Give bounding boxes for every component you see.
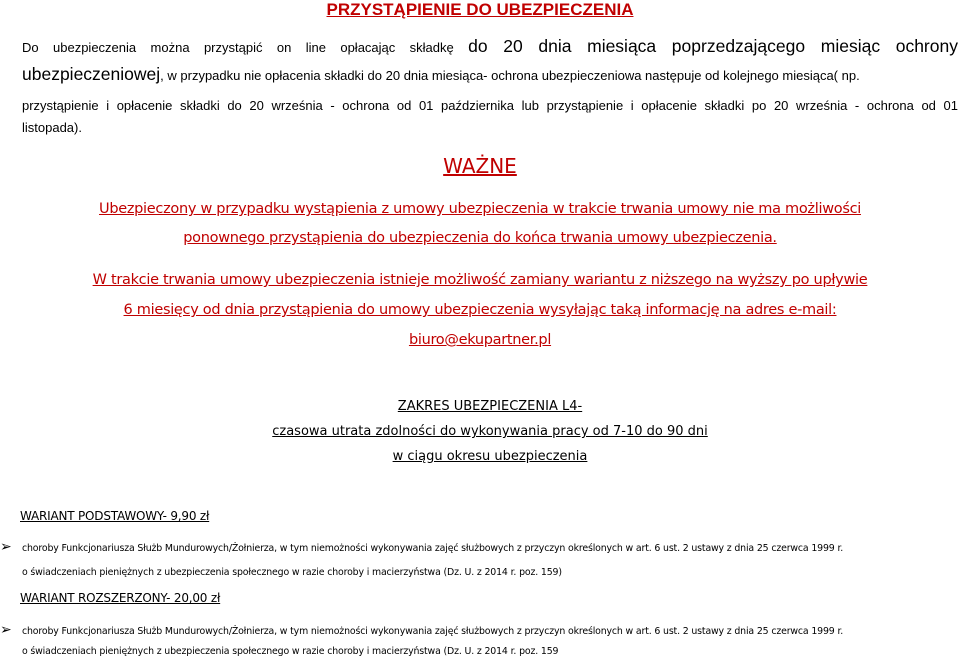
- important-p2-line1: W trakcie trwania umowy ubezpieczenia istnieje możliwość zamiany wariantu z niższego na wyższy po upływie: [92, 272, 868, 288]
- email-link[interactable]: biuro@ekupartner.pl: [408, 332, 552, 348]
- intro-line-1: [22, 34, 958, 60]
- variant-extended-desc-line1: choroby Funkcjonariusza Służb Mundurowych/Żołnierza, w tym niemożności wykonywania zajęć służbowych z przyczyn określonych w art. 6 ust. 2 ustawy z dnia 25 czerwca 1999 r.: [22, 626, 844, 637]
- intro-text: Do ubezpieczenia można przystąpić on line opłacając składkę: [22, 40, 454, 55]
- page-title: PRZYSTĄPIENIE DO UBEZPIECZENIA: [326, 0, 634, 19]
- important-p2-line2: 6 miesięcy od dnia przystąpienia do umowy ubezpieczenia wysyłając taką informację na adres e-mail:: [123, 302, 837, 318]
- variant-basic-desc-line1: choroby Funkcjonariusza Służb Mundurowych/Żołnierza, w tym niemożności wykonywania zajęć służbowych z przyczyn określonych w art. 6 ust. 2 ustawy z dnia 25 czerwca 1999 r.: [22, 543, 844, 554]
- intro-deadline-cont: ubezpieczeniowej: [22, 64, 161, 84]
- intro-text-2: , w przypadku nie opłacenia składki do 20 dnia miesiąca- ochrona ubezpieczeniowa następuje od kolejnego miesiąca( np.: [160, 68, 860, 83]
- important-p1-line2: ponownego przystąpienia do ubezpieczenia do końca trwania umowy ubezpieczenia.: [183, 230, 777, 246]
- variant-extended-desc-line2: o świadczeniach pieniężnych z ubezpieczenia społecznego w razie choroby i macierzyństwa (Dz. U. z 2014 r. poz. 159: [22, 646, 559, 657]
- intro-line-4: listopada).: [22, 120, 82, 135]
- intro-line-2: [22, 62, 958, 88]
- variant-extended-label: WARIANT ROZSZERZONY- 20,00 zł: [20, 591, 221, 605]
- scope-line1: ZAKRES UBEZPIECZENIA L4-: [397, 399, 583, 414]
- intro-deadline: do 20 dnia miesiąca poprzedzającego miesiąc ochrony: [468, 36, 958, 56]
- variant-basic-desc: [22, 537, 960, 585]
- scope-line2: czasowa utrata zdolności do wykonywania pracy od 7-10 do 90 dni: [272, 424, 708, 439]
- important-p1-line1: Ubezpieczony w przypadku wystąpienia z umowy ubezpieczenia w trakcie trwania umowy nie ma możliwości: [99, 201, 861, 217]
- important-heading: WAŻNE: [443, 154, 517, 178]
- variant-basic-label: WARIANT PODSTAWOWY- 9,90 zł: [20, 509, 210, 523]
- bullet-arrow-icon: ➢: [0, 538, 12, 554]
- bullet-arrow-icon: ➢: [0, 621, 12, 637]
- intro-line-3: przystąpienie i opłacenie składki do 20 września - ochrona od 01 października lub przystąpienie i opłacenie składki po 20 września - ochrona od 01: [22, 98, 958, 113]
- variant-basic-desc-line2: o świadczeniach pieniężnych z ubezpieczenia społecznego w razie choroby i macierzyństwa (Dz. U. z 2014 r. poz. 159): [22, 567, 562, 578]
- variant-extended-desc: [22, 620, 960, 660]
- scope-line3: w ciągu okresu ubezpieczenia: [392, 449, 588, 464]
